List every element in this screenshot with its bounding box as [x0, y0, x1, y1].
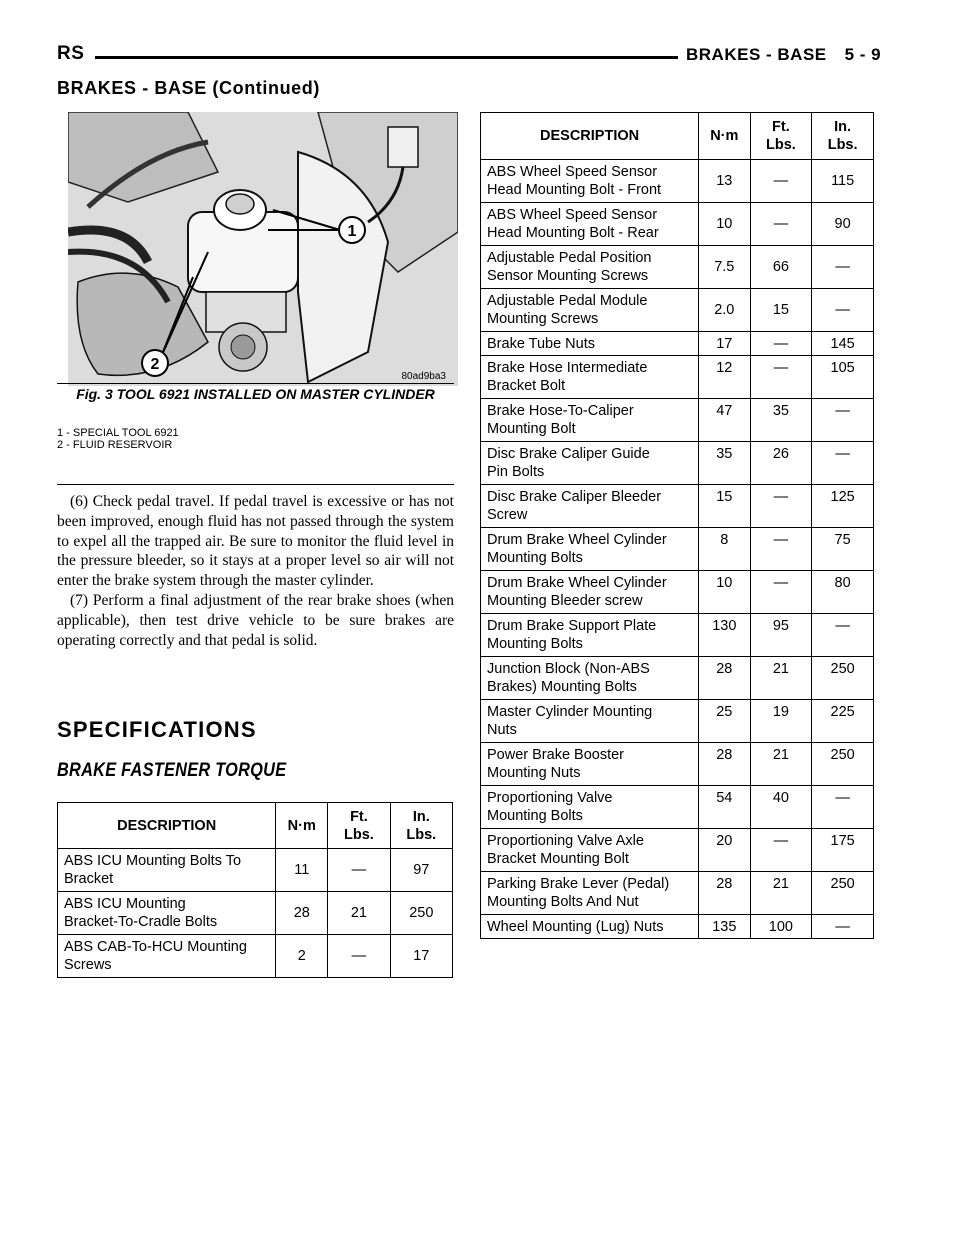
cell-ft-lbs: —	[328, 849, 390, 892]
table-row	[58, 849, 453, 892]
cell-description: Junction Block (Non-ABS Brakes) Mounting Bolts	[481, 657, 699, 700]
cell-nm: 11	[276, 849, 328, 892]
col-header-ft-lbs: Ft. Lbs.	[750, 113, 812, 160]
cell-nm: 135	[699, 915, 750, 939]
cell-description: Brake Hose Intermediate Bracket Bolt	[481, 356, 699, 399]
cell-nm: 12	[699, 356, 750, 399]
cell-nm: 10	[699, 571, 750, 614]
figure-legend	[57, 427, 179, 451]
header-rule	[95, 56, 678, 59]
cell-nm: 28	[276, 892, 328, 935]
cell-ft-lbs: —	[750, 203, 812, 246]
table-row	[481, 657, 874, 700]
cell-ft-lbs: 26	[750, 442, 812, 485]
cell-description: Disc Brake Caliper Bleeder Screw	[481, 485, 699, 528]
cell-nm: 2.0	[699, 289, 750, 332]
cell-description: Brake Tube Nuts	[481, 332, 699, 356]
cell-nm: 25	[699, 700, 750, 743]
cell-in-lbs: 175	[812, 829, 874, 872]
torque-table-1	[57, 802, 453, 978]
cell-description: ABS ICU Mounting Bracket-To-Cradle Bolts	[58, 892, 276, 935]
cell-description: ABS Wheel Speed Sensor Head Mounting Bolt - Rear	[481, 203, 699, 246]
table-row	[58, 935, 453, 978]
cell-in-lbs: 145	[812, 332, 874, 356]
callout-2-label: 2	[150, 356, 160, 373]
cell-in-lbs: 90	[812, 203, 874, 246]
cell-in-lbs: 75	[812, 528, 874, 571]
cell-description: Drum Brake Wheel Cylinder Mounting Bleeder screw	[481, 571, 699, 614]
legend-bottom-rule	[57, 484, 454, 485]
table-row	[481, 700, 874, 743]
col-header-nm: N·m	[699, 113, 750, 160]
cell-ft-lbs: 66	[750, 246, 812, 289]
cell-in-lbs: 97	[390, 849, 452, 892]
section-code: RS	[57, 43, 85, 64]
cell-nm: 28	[699, 743, 750, 786]
cell-description: Disc Brake Caliper Guide Pin Bolts	[481, 442, 699, 485]
cell-in-lbs: —	[812, 399, 874, 442]
cell-in-lbs: 250	[812, 657, 874, 700]
specifications-heading: SPECIFICATIONS	[57, 717, 257, 742]
cell-nm: 54	[699, 786, 750, 829]
figure-id: 80ad9ba3	[401, 371, 446, 382]
col-header-ft-lbs: Ft. Lbs.	[328, 803, 390, 849]
cell-ft-lbs: 40	[750, 786, 812, 829]
cell-ft-lbs: —	[750, 571, 812, 614]
table-row	[481, 614, 874, 657]
torque-table-2	[480, 112, 874, 939]
cell-nm: 130	[699, 614, 750, 657]
col-header-description: DESCRIPTION	[58, 803, 276, 849]
cell-description: Master Cylinder Mounting Nuts	[481, 700, 699, 743]
cell-nm: 10	[699, 203, 750, 246]
table-row	[481, 571, 874, 614]
table-row	[481, 786, 874, 829]
cell-ft-lbs: —	[750, 528, 812, 571]
cell-nm: 8	[699, 528, 750, 571]
cell-nm: 7.5	[699, 246, 750, 289]
table-row	[481, 442, 874, 485]
cell-description: Power Brake Booster Mounting Nuts	[481, 743, 699, 786]
cell-ft-lbs: —	[328, 935, 390, 978]
master-cylinder-figure	[68, 112, 458, 386]
col-header-description: DESCRIPTION	[481, 113, 699, 160]
cell-description: Proportioning Valve Axle Bracket Mounting Bolt	[481, 829, 699, 872]
table-row	[481, 399, 874, 442]
cell-ft-lbs: 21	[750, 657, 812, 700]
table-row	[481, 246, 874, 289]
running-title: BRAKES - BASE	[686, 45, 827, 64]
cell-ft-lbs: 21	[328, 892, 390, 935]
table-row	[481, 289, 874, 332]
table-row	[481, 829, 874, 872]
legend-item: 1 - SPECIAL TOOL 6921	[57, 427, 179, 439]
cell-in-lbs: —	[812, 915, 874, 939]
cell-in-lbs: 105	[812, 356, 874, 399]
cell-nm: 15	[699, 485, 750, 528]
cell-in-lbs: 250	[812, 743, 874, 786]
cell-description: ABS Wheel Speed Sensor Head Mounting Bolt - Front	[481, 160, 699, 203]
cell-nm: 17	[699, 332, 750, 356]
cell-description: Wheel Mounting (Lug) Nuts	[481, 915, 699, 939]
legend-item: 2 - FLUID RESERVOIR	[57, 439, 173, 451]
table-row	[481, 160, 874, 203]
cell-ft-lbs: 95	[750, 614, 812, 657]
table-row	[481, 203, 874, 246]
torque-heading: BRAKE FASTENER TORQUE	[57, 760, 287, 781]
col-header-in-lbs: In. Lbs.	[812, 113, 874, 160]
cell-in-lbs: 225	[812, 700, 874, 743]
table-row	[58, 892, 453, 935]
cell-description: Adjustable Pedal Position Sensor Mounting Screws	[481, 246, 699, 289]
cell-description: Drum Brake Support Plate Mounting Bolts	[481, 614, 699, 657]
cell-nm: 28	[699, 872, 750, 915]
table-row	[481, 915, 874, 939]
step-6-paragraph: (6) Check pedal travel. If pedal travel is excessive or has not been improved, enough fluid has not passed through the system to expel all the trapped air. Be sure to monitor the fluid level in the pressure bleeder, so it stays at a proper level so air will not enter the brake system through the master cylinder.	[57, 493, 454, 590]
cell-in-lbs: 250	[812, 872, 874, 915]
cell-nm: 2	[276, 935, 328, 978]
cell-in-lbs: —	[812, 246, 874, 289]
table-header-row	[481, 113, 874, 160]
table-row	[481, 332, 874, 356]
cell-ft-lbs: 15	[750, 289, 812, 332]
table-header-row	[58, 803, 453, 849]
cell-description: Parking Brake Lever (Pedal) Mounting Bolts And Nut	[481, 872, 699, 915]
table-row	[481, 356, 874, 399]
cell-in-lbs: 17	[390, 935, 452, 978]
cell-ft-lbs: 35	[750, 399, 812, 442]
cell-ft-lbs: —	[750, 332, 812, 356]
continued-heading: BRAKES - BASE (Continued)	[57, 78, 320, 98]
cell-nm: 20	[699, 829, 750, 872]
cell-nm: 47	[699, 399, 750, 442]
cell-in-lbs: —	[812, 786, 874, 829]
callout-1-label: 1	[347, 223, 357, 240]
cell-description: Proportioning Valve Mounting Bolts	[481, 786, 699, 829]
table-row	[481, 528, 874, 571]
cell-ft-lbs: 19	[750, 700, 812, 743]
cell-ft-lbs: —	[750, 485, 812, 528]
cell-nm: 35	[699, 442, 750, 485]
cell-description: ABS CAB-To-HCU Mounting Screws	[58, 935, 276, 978]
cell-ft-lbs: —	[750, 356, 812, 399]
cell-in-lbs: —	[812, 614, 874, 657]
figure-caption: Fig. 3 TOOL 6921 INSTALLED ON MASTER CYLINDER	[76, 386, 435, 402]
cell-in-lbs: 115	[812, 160, 874, 203]
table-row	[481, 872, 874, 915]
step-7-paragraph: (7) Perform a final adjustment of the rear brake shoes (when applicable), then test drive vehicle to be sure brakes are operating correctly and that pedal is solid.	[57, 591, 454, 649]
caption-top-rule	[57, 383, 454, 384]
cell-description: ABS ICU Mounting Bolts To Bracket	[58, 849, 276, 892]
cell-ft-lbs: 21	[750, 743, 812, 786]
cell-in-lbs: 250	[390, 892, 452, 935]
cell-in-lbs: 80	[812, 571, 874, 614]
procedure-text	[57, 492, 454, 650]
col-header-nm: N·m	[276, 803, 328, 849]
cell-description: Brake Hose-To-Caliper Mounting Bolt	[481, 399, 699, 442]
cell-ft-lbs: 21	[750, 872, 812, 915]
cell-in-lbs: 125	[812, 485, 874, 528]
table-row	[481, 485, 874, 528]
engine-bay-illustration	[68, 112, 458, 386]
cell-nm: 13	[699, 160, 750, 203]
cell-ft-lbs: —	[750, 160, 812, 203]
cell-ft-lbs: —	[750, 829, 812, 872]
cell-description: Drum Brake Wheel Cylinder Mounting Bolts	[481, 528, 699, 571]
page-number: 5 - 9	[844, 45, 882, 64]
table-row	[481, 743, 874, 786]
cell-ft-lbs: 100	[750, 915, 812, 939]
cell-in-lbs: —	[812, 289, 874, 332]
col-header-in-lbs: In. Lbs.	[390, 803, 452, 849]
cell-nm: 28	[699, 657, 750, 700]
running-header	[686, 45, 881, 65]
cell-in-lbs: —	[812, 442, 874, 485]
cell-description: Adjustable Pedal Module Mounting Screws	[481, 289, 699, 332]
